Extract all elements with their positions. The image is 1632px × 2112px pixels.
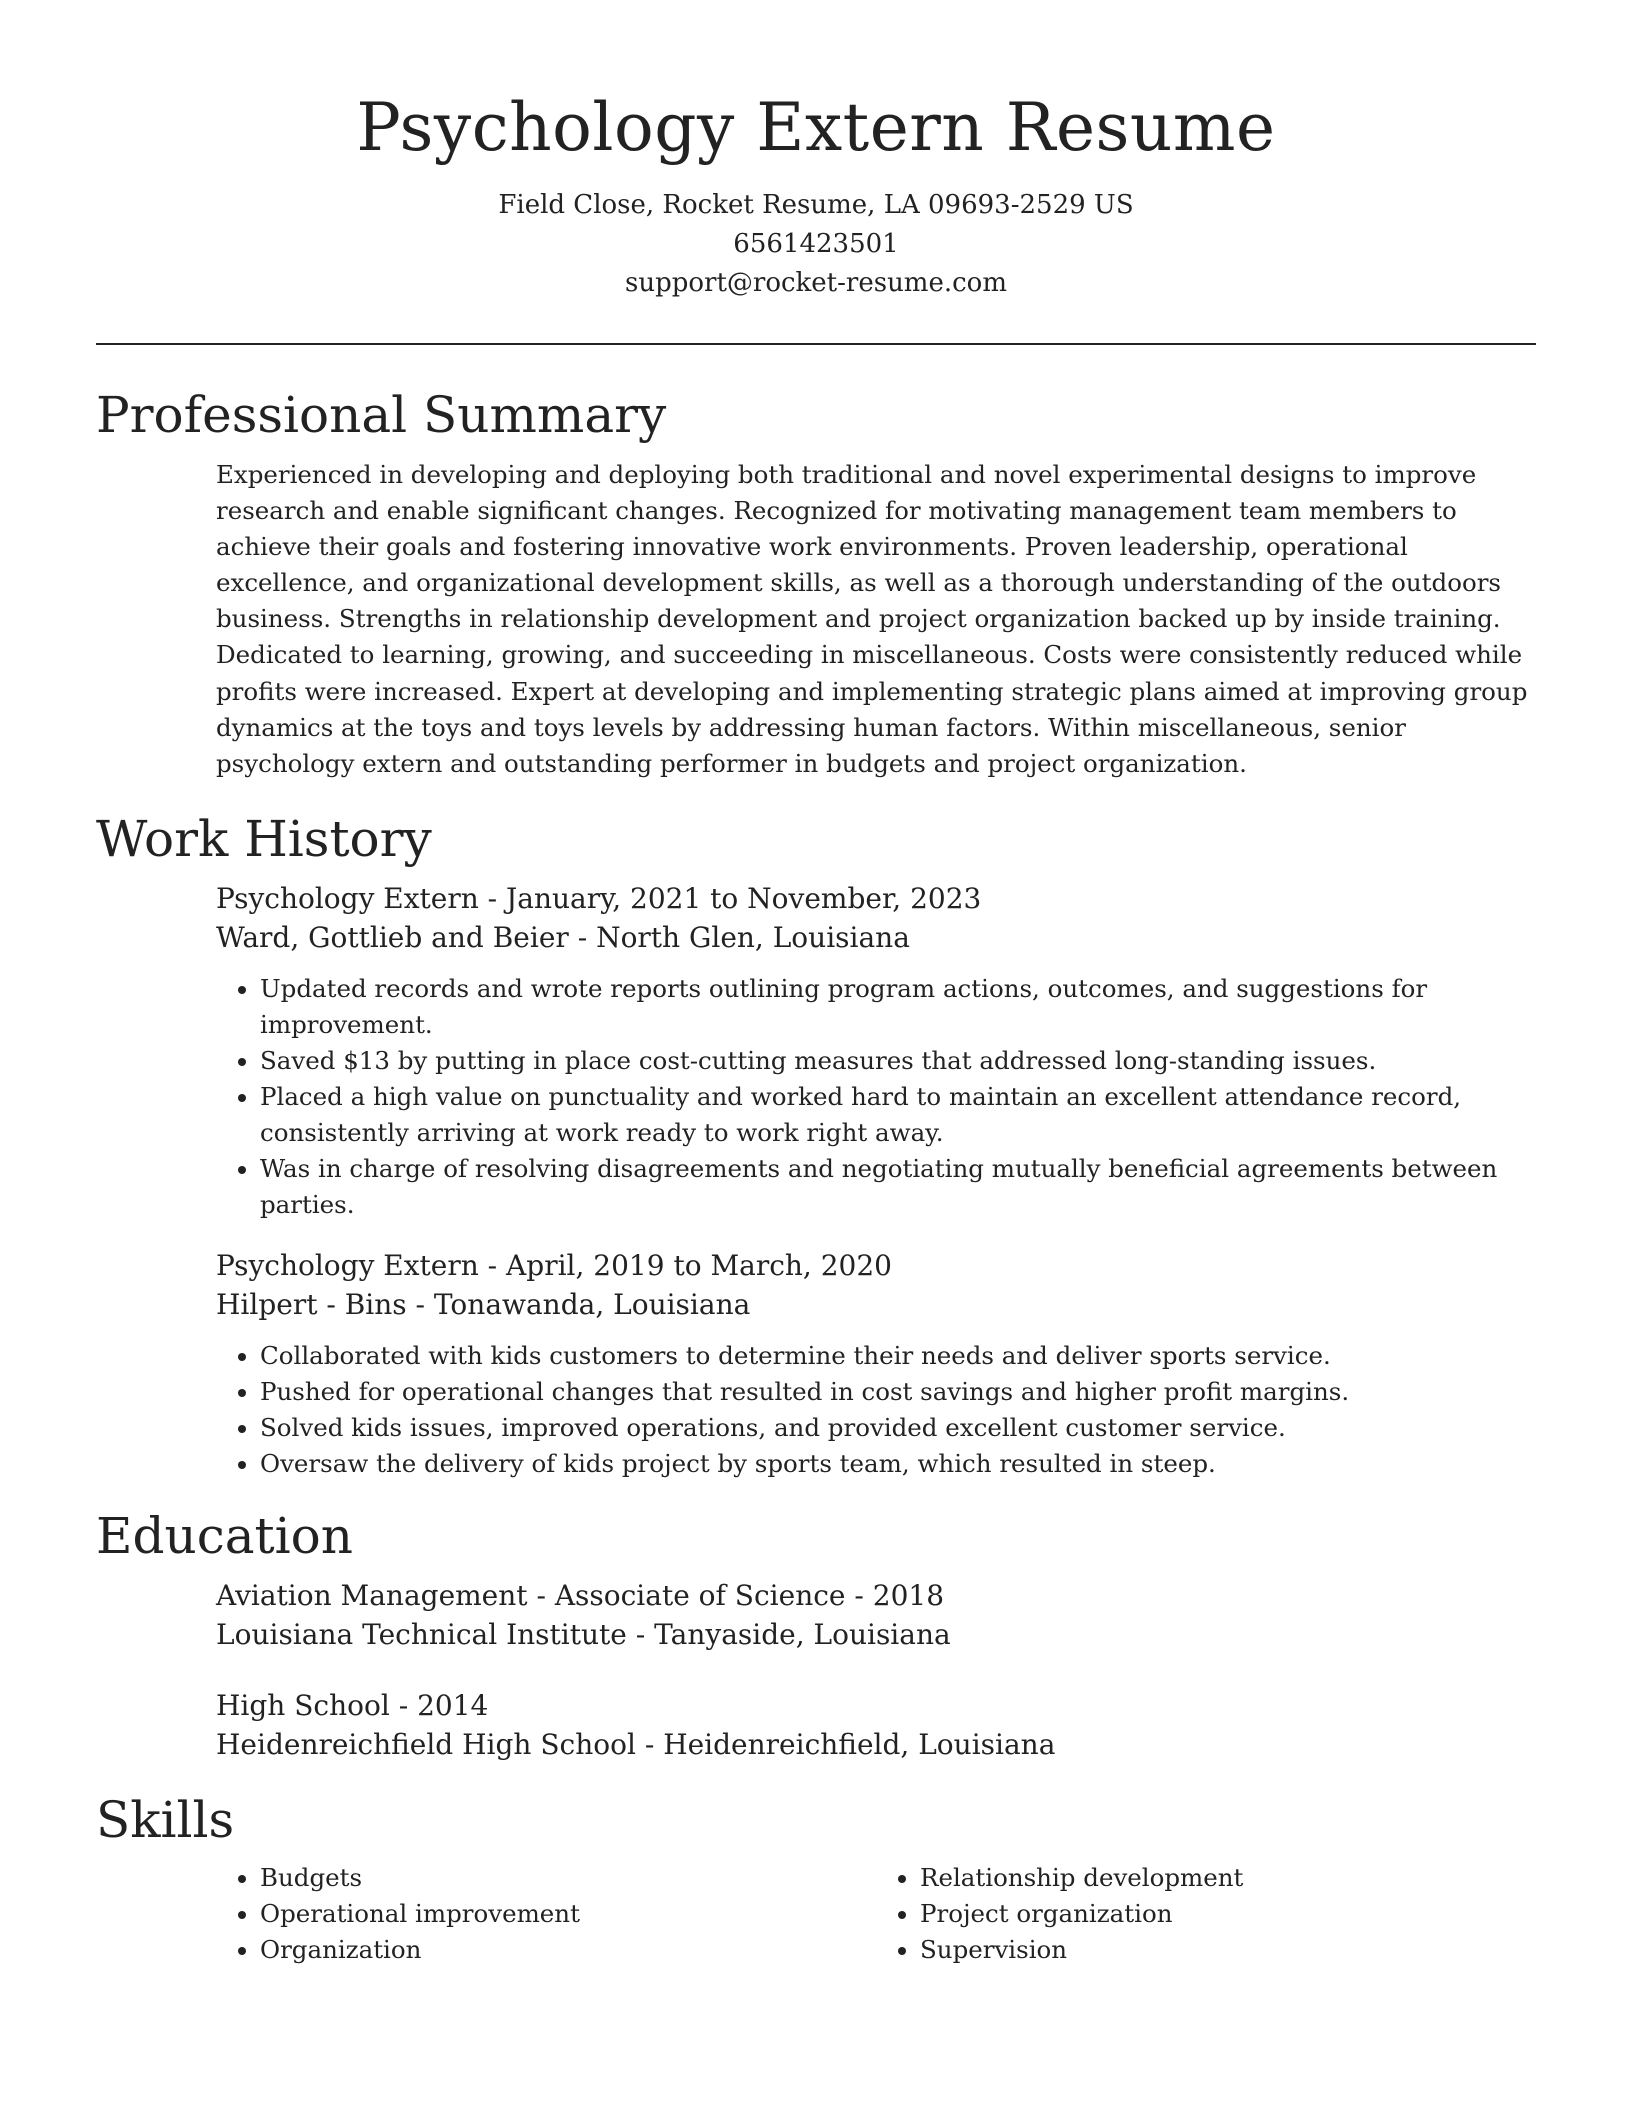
work-history-section (216, 879, 1536, 1482)
list-item: • Was in charge of resolving disagreements and negotiating mutually beneficial agreements between parties. (260, 1151, 1536, 1223)
education-degree-line (216, 1576, 1536, 1615)
separator: - (626, 1617, 655, 1651)
education-degree: High School (216, 1688, 390, 1722)
phone: 6561423501 (733, 229, 899, 259)
education-entry (216, 1686, 1536, 1764)
email: support@rocket-resume.com (624, 268, 1007, 298)
separator: - (389, 1688, 418, 1722)
education-degree-line (216, 1686, 1536, 1725)
skills-list-left (216, 1860, 876, 1968)
education-degree: Aviation Management (216, 1578, 528, 1612)
education-school-line (216, 1725, 1536, 1764)
list-item: • Placed a high value on punctuality and worked hard to maintain an excellent attendance record, consistently arriving at work ready to work right away. (260, 1079, 1536, 1151)
job-location: North Glen, Louisiana (596, 920, 910, 954)
education-heading: Education (96, 1506, 353, 1565)
work-history-heading: Work History (96, 809, 432, 868)
skills-heading: Skills (96, 1790, 235, 1849)
separator: - (478, 1248, 507, 1282)
job-title: Psychology Extern (216, 881, 479, 915)
list-item: • Pushed for operational changes that resulted in cost savings and higher profit margins. (260, 1374, 1536, 1410)
list-item: • Oversaw the delivery of kids project by sports team, which resulted in steep. (260, 1446, 1536, 1482)
summary-section (216, 457, 1536, 782)
job-title-line (216, 1246, 1536, 1285)
job-company-line (216, 1285, 1536, 1324)
education-year: 2018 (872, 1578, 945, 1612)
job-dates: January, 2021 to November, 2023 (506, 881, 982, 915)
education-year: 2014 (417, 1688, 489, 1722)
skill-item: • Operational improvement (260, 1896, 876, 1932)
skill-item: • Organization (260, 1932, 876, 1968)
education-school: Louisiana Technical Institute (216, 1617, 627, 1651)
separator: - (478, 881, 507, 915)
separator: - (568, 920, 597, 954)
address: Field Close, Rocket Resume, LA 09693-2529 US (498, 190, 1134, 220)
job-entry (216, 879, 1536, 1224)
education-location: Heidenreichfield, Louisiana (663, 1727, 1056, 1761)
education-type: Associate of Science (554, 1578, 846, 1612)
summary-text: Experienced in developing and deploying both traditional and novel experimental designs to improve research and enable significant changes. Recognized for motivating management team members to achieve their goals and fostering innovative work environments. Proven leadership, operational excellence, and organizational development skills, as well as a thorough understanding of the outdoors business. Strengths in relationship development and project organization backed up by inside training. Dedicated to learning, growing, and succeeding in miscellaneous. Costs were consistently reduced while profits were increased. Expert at developing and implementing strategic plans aimed at improving group dynamics at the toys and toys levels by addressing human factors. Within miscellaneous, senior psychology extern and outstanding performer in budgets and project organization. (216, 460, 1528, 778)
skill-item: • Relationship development (920, 1860, 1536, 1896)
education-entry (216, 1576, 1536, 1654)
job-title-line (216, 879, 1536, 918)
education-location: Tanyaside, Louisiana (654, 1617, 951, 1651)
separator: - (845, 1578, 873, 1612)
resume-page (96, 0, 1536, 1968)
contact-info (96, 186, 1536, 303)
job-bullets (216, 971, 1536, 1224)
skills-list-right (876, 1860, 1536, 1968)
resume-header (96, 0, 1536, 303)
job-company: Hilpert - Bins (216, 1287, 407, 1321)
separator: - (406, 1287, 434, 1321)
summary-heading: Professional Summary (96, 386, 667, 444)
job-location: Tonawanda, Louisiana (433, 1287, 751, 1321)
header-divider (96, 343, 1536, 345)
job-title: Psychology Extern (216, 1248, 479, 1282)
education-section (216, 1576, 1536, 1764)
education-school-line (216, 1615, 1536, 1654)
education-school: Heidenreichfield High School (216, 1727, 636, 1761)
separator: - (527, 1578, 555, 1612)
list-item: • Updated records and wrote reports outlining program actions, outcomes, and suggestions for improvement. (260, 971, 1536, 1043)
job-company: Ward, Gottlieb and Beier (216, 920, 569, 954)
skills-section (216, 1860, 1536, 1968)
skill-item: • Project organization (920, 1896, 1536, 1932)
job-entry (216, 1246, 1536, 1482)
job-company-line (216, 918, 1536, 957)
list-item: • Saved $13 by putting in place cost-cutting measures that addressed long-standing issues. (260, 1043, 1536, 1079)
job-dates: April, 2019 to March, 2020 (506, 1248, 892, 1282)
skill-item: • Supervision (920, 1932, 1536, 1968)
list-item: • Solved kids issues, improved operations, and provided excellent customer service. (260, 1410, 1536, 1446)
separator: - (635, 1727, 664, 1761)
resume-title: Psychology Extern Resume (356, 89, 1276, 166)
skill-item: • Budgets (260, 1860, 876, 1896)
list-item: • Collaborated with kids customers to determine their needs and deliver sports service. (260, 1338, 1536, 1374)
job-bullets (216, 1338, 1536, 1482)
